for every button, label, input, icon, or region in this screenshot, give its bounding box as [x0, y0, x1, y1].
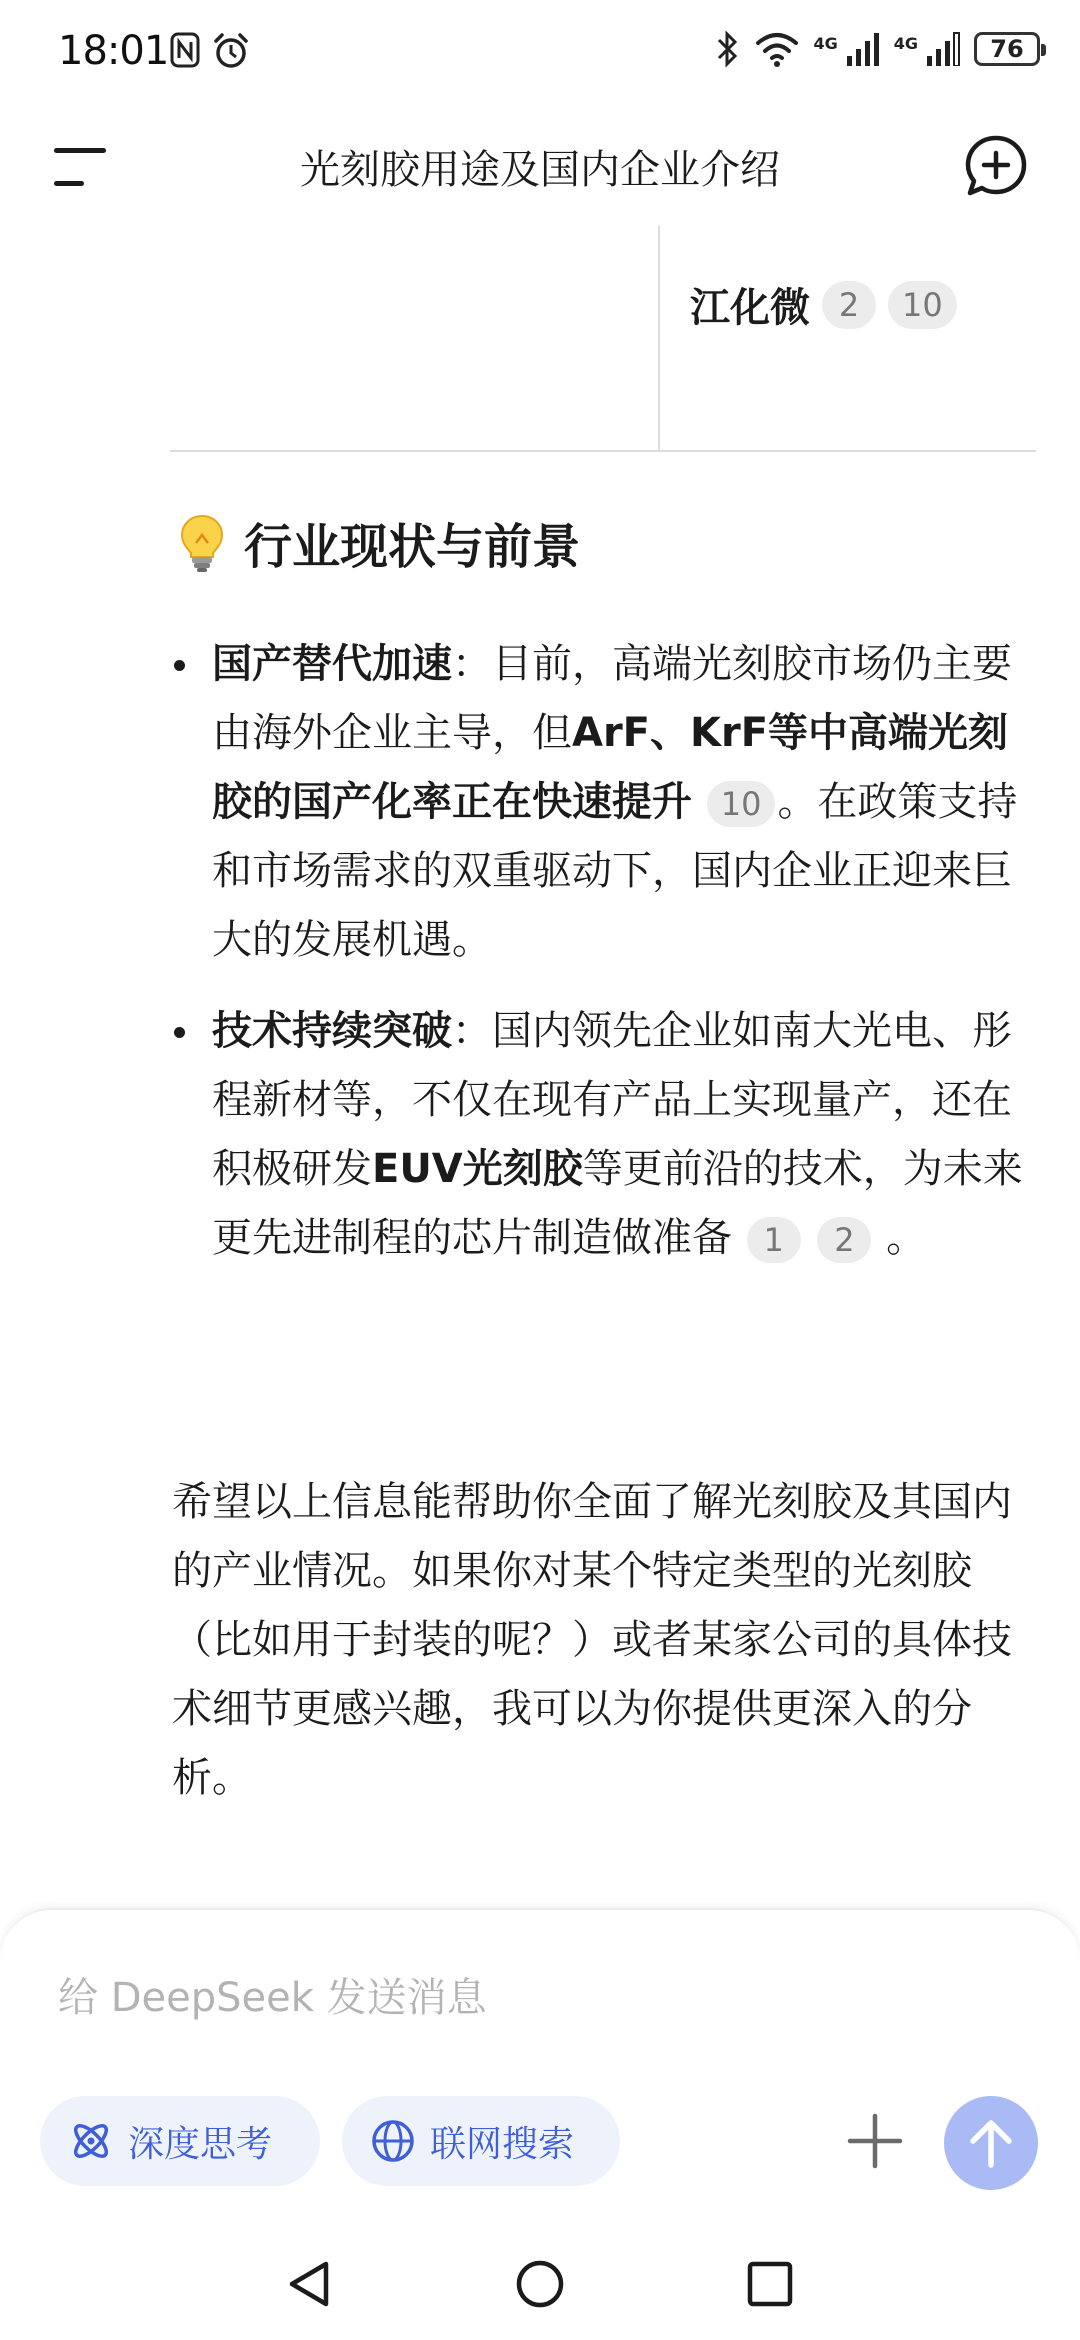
bullet-text: 国内领先企业如南大光电、彤程新材等，不仅在现有产品上实现量产，还在积极研发 [212, 1008, 1012, 1192]
bullet-item [170, 630, 1036, 975]
status-left-icons [170, 32, 250, 70]
arrow-up-icon [967, 2117, 1015, 2169]
bullet-title: 国产替代加速 [212, 641, 452, 687]
closing-paragraph: 希望以上信息能帮助你全面了解光刻胶及其国内的产业情况。如果你对某个特定类型的光刻胶（比如用于封装的呢？）或者某家公司的具体技术细节更感兴趣，我可以为你提供更深入的分析。 [172, 1479, 1012, 1801]
atom-icon [68, 2118, 114, 2164]
system-nav-bar [0, 2222, 1080, 2340]
status-time: 18:01 [58, 28, 169, 74]
bullet-text: 等更前沿的技术，为未来更先进制程的芯片制造做准备 [212, 1146, 1023, 1261]
battery-icon [974, 32, 1040, 66]
table-divider [658, 226, 660, 450]
bullet-text: 。 [886, 1215, 927, 1261]
deep-think-label: 深度思考 [128, 2123, 273, 2165]
citation-badge[interactable]: 1 [747, 1217, 801, 1263]
bullet-text: 目前，高端光刻胶市场仍主要由海外企业主导，但 [212, 641, 1012, 756]
bluetooth-icon [715, 30, 741, 68]
bullet-separator: ： [452, 1008, 492, 1054]
bullet-bold-text: EUV光刻胶 [372, 1146, 583, 1192]
page-title: 光刻胶用途及国内企业介绍 [300, 147, 780, 193]
send-button[interactable] [944, 2096, 1038, 2190]
plus-icon[interactable] [846, 2112, 904, 2170]
web-search-label: 联网搜索 [430, 2123, 575, 2165]
bullet-list [170, 630, 1036, 1295]
signal-icon [846, 32, 880, 66]
section-title: 行业现状与前景 [244, 519, 581, 575]
message-input[interactable] [58, 1960, 958, 2036]
bullet-dot [174, 660, 185, 671]
signal-label-1: 4G [813, 33, 838, 53]
bullet-item [170, 997, 1036, 1273]
home-icon[interactable] [514, 2258, 566, 2310]
section-heading [176, 508, 580, 577]
citation-badge[interactable]: 2 [817, 1217, 871, 1263]
globe-icon [370, 2118, 416, 2164]
bullet-dot [174, 1027, 185, 1038]
table-fragment [170, 226, 1036, 452]
signal-icon [926, 32, 960, 66]
status-bar [0, 0, 1080, 108]
recent-apps-icon[interactable] [744, 2258, 796, 2310]
deep-think-button[interactable] [40, 2096, 320, 2186]
citation-badge[interactable]: 2 [822, 281, 876, 329]
web-search-button[interactable] [342, 2096, 620, 2186]
header [0, 108, 1080, 226]
back-icon[interactable] [284, 2258, 336, 2310]
citation-badge[interactable]: 10 [707, 781, 776, 827]
lightbulb-icon [176, 513, 228, 573]
bullet-title: 技术持续突破 [212, 1008, 452, 1054]
battery-level: 76 [990, 35, 1024, 63]
table-cell-text: 江化微 [690, 285, 810, 331]
wifi-icon [755, 31, 799, 67]
bullet-bold-text: ArF、KrF等中高端光刻胶的国产化率正在快速提升 [212, 710, 1009, 825]
new-chat-icon[interactable] [964, 134, 1028, 198]
status-right [715, 30, 1040, 68]
bullet-text: 。在政策支持和市场需求的双重驱动下，国内企业正迎来巨大的发展机遇。 [212, 779, 1018, 963]
bullet-separator: ： [452, 641, 492, 687]
citation-badge[interactable]: 10 [888, 281, 957, 329]
signal-label-2: 4G [893, 33, 918, 53]
nfc-icon [170, 32, 200, 68]
alarm-icon [212, 32, 250, 70]
table-cell [690, 276, 957, 333]
